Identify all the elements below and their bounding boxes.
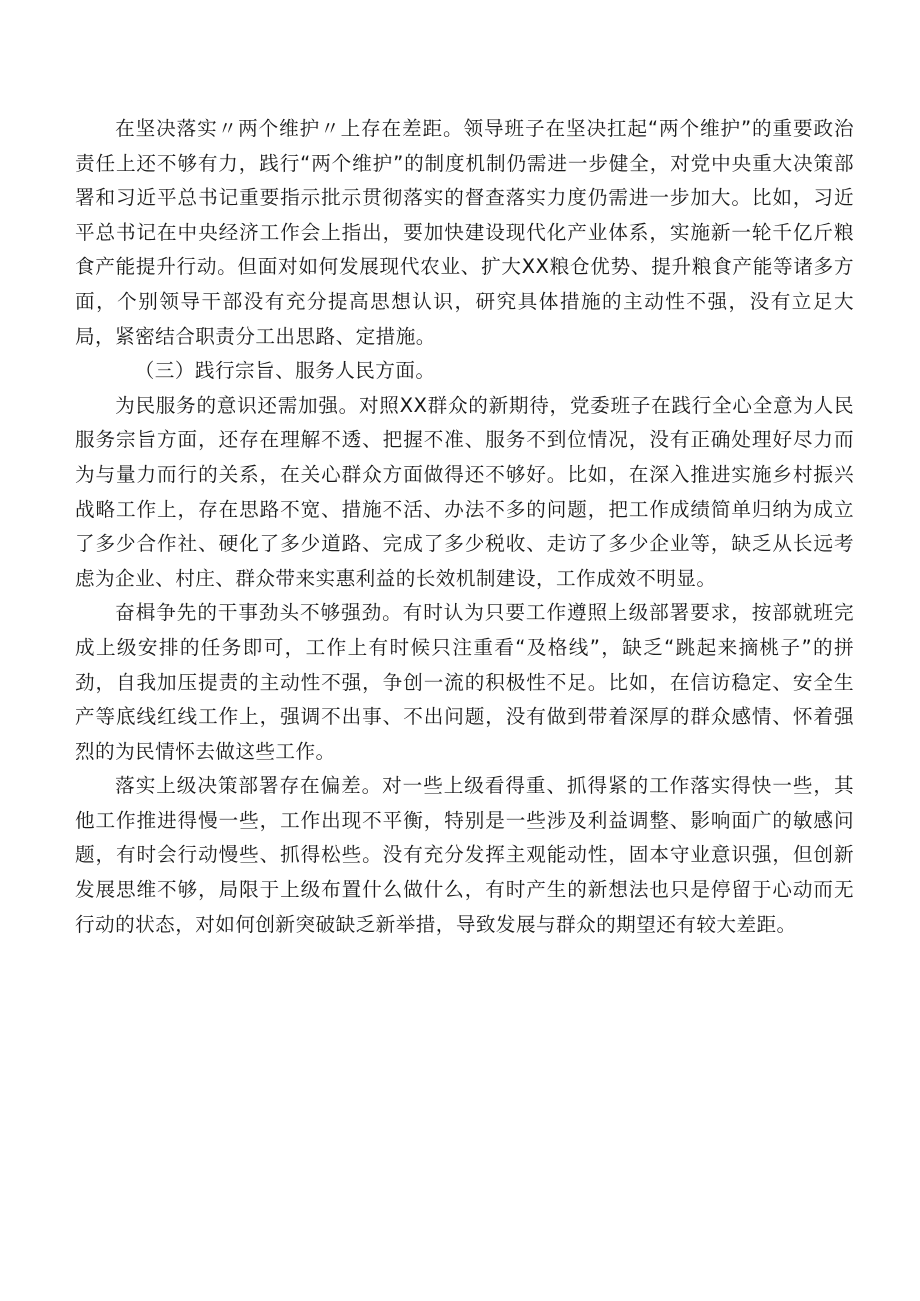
paragraph-two-safeguards: 在坚决落实〃两个维护〃上存在差距。领导班子在坚决扛起“两个维护”的重要政治责任上还不够有力，践行“两个维护”的制度机制仍需进一步健全，对党中央重大决策部署和习近平总书记重要指示批示贯彻落实的督查落实力度仍需进一步加大。比如，习近平总书记在中央经济工作会上指出，要加快建设现代化产业体系，实施新一轮千亿斤粮食产能提升行动。但面对如何发展现代农业、扩大XX粮仓优势、提升粮食产能等诸多方面，个别领导干部没有充分提高思想认识，研究具体措施的主动性不强，没有立足大局，紧密结合职责分工出思路、定措施。	[75, 117, 854, 348]
section-heading-serve-people: （三）践行宗旨、服务人民方面。	[134, 359, 436, 383]
paragraph-work-drive: 奋楫争先的干事劲头不够强劲。有时认为只要工作遵照上级部署要求，按部就班完成上级安排的任务即可，工作上有时候只注重看“及格线”，缺乏“跳起来摘桃子”的拼劲，自我加压提责的主动性不强，争创一流的积极性不足。比如，在信访稳定、安全生产等底线红线工作上，强调不出事、不出问题，没有做到带着深厚的群众感情、怀着强烈的为民情怀去做这些工作。	[75, 601, 854, 763]
paragraph-implementation-deviation: 落实上级决策部署存在偏差。对一些上级看得重、抓得紧的工作落实得快一些，其他工作推进得慢一些，工作出现不平衡，特别是一些涉及利益调整、影响面广的敏感问题，有时会行动慢些、抓得松些。没有充分发挥主观能动性，固本守业意识强，但创新发展思维不够，局限于上级布置什么做什么，有时产生的新想法也只是停留于心动而无行动的状态，对如何创新突破缺乏新举措，导致发展与群众的期望还有较大差距。	[75, 774, 854, 936]
paragraph-service-awareness: 为民服务的意识还需加强。对照XX群众的新期待，党委班子在践行全心全意为人民服务宗旨方面，还存在理解不透、把握不准、服务不到位情况，没有正确处理好尽力而为与量力而行的关系，在关心群众方面做得还不够好。比如，在深入推进实施乡村振兴战略工作上，存在思路不宽、措施不活、办法不多的问题，把工作成绩简单归纳为成立了多少合作社、硬化了多少道路、完成了多少税收、走访了多少企业等，缺乏从长远考虑为企业、村庄、群众带来实惠利益的长效机制建设，工作成效不明显。	[75, 393, 854, 590]
